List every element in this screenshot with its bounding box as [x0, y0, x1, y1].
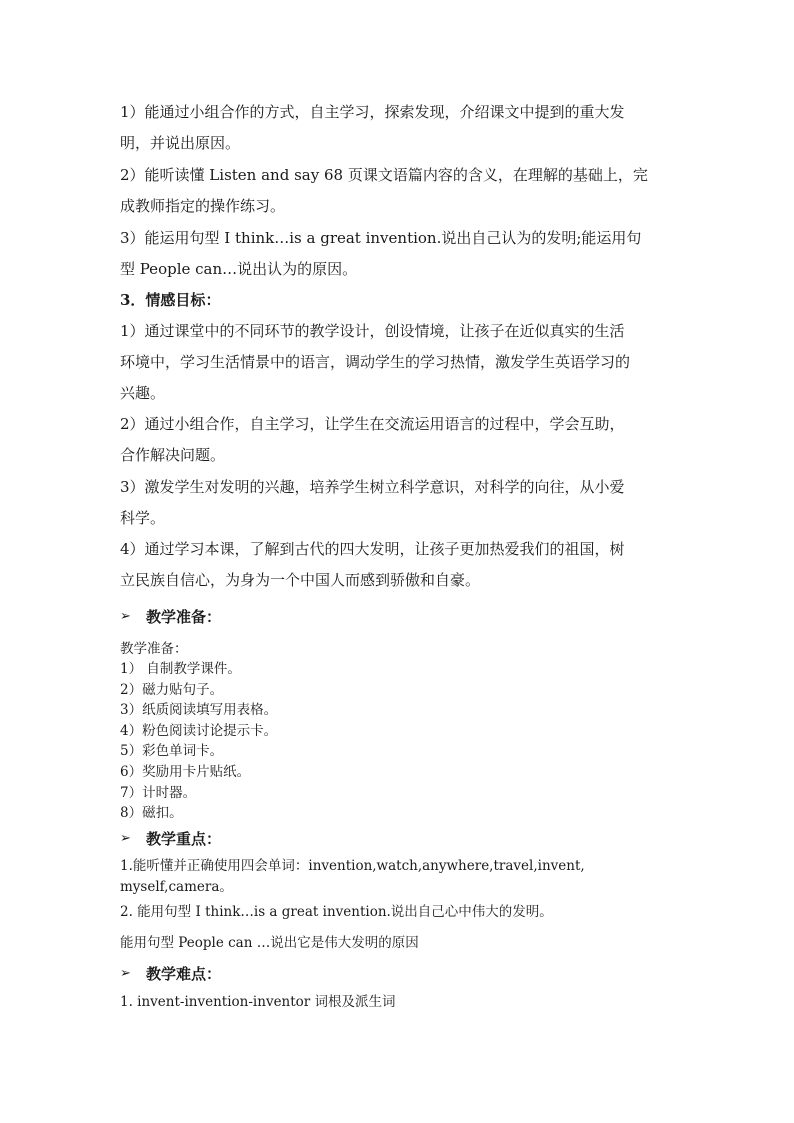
prep-item: 7）计时器。	[120, 785, 197, 801]
goal-line: 科学。	[120, 509, 166, 527]
prep-item: 5）彩色单词卡。	[120, 743, 224, 759]
prep-item: 8）磁扣。	[120, 805, 183, 821]
objective-line: 1）能通过小组合作的方式，自主学习，探索发现，介绍课文中提到的重大发	[120, 103, 625, 121]
key-line: 能用句型 People can …说出它是伟大发明的原因	[120, 935, 419, 951]
key-line: 2. 能用句型 I think…is a great invention.说出自己心中伟大的发明。	[120, 904, 553, 920]
key-line: 1.能听懂并正确使用四会单词：invention,watch,anywhere,travel,invent,	[120, 858, 585, 874]
goal-line: 3）激发学生对发明的兴趣，培养学生树立科学意识，对科学的向往，从小爱	[120, 478, 625, 496]
goal-line: 2）通过小组合作，自主学习，让学生在交流运用语言的过程中，学会互助，	[120, 415, 625, 433]
objective-line: 2）能听读懂 Listen and say 68 页课文语篇内容的含义，在理解的基础上，完	[120, 166, 648, 184]
prep-heading: 教学准备：	[146, 608, 222, 626]
prep-item: 1） 自制教学课件。	[120, 661, 241, 677]
prep-item: 3）纸质阅读填写用表格。	[120, 702, 278, 718]
goal-line: 4）通过学习本课，了解到古代的四大发明，让孩子更加热爱我们的祖国，树	[120, 540, 625, 558]
goal-line: 环境中，学习生活情景中的语言，调动学生的学习热情，激发学生英语学习的	[120, 353, 631, 371]
arrow-bullet-icon: ➢	[120, 609, 131, 624]
difficulty-line: 1. invent-invention-inventor 词根及派生词	[120, 994, 396, 1010]
objective-line: 3）能运用句型 I think…is a great invention.说出自己认为的发明;能运用句	[120, 229, 642, 247]
goal-line: 兴趣。	[120, 384, 166, 402]
prep-intro: 教学准备：	[120, 641, 188, 657]
goal-line: 合作解决问题。	[120, 446, 226, 464]
prep-item: 6）奖励用卡片贴纸。	[120, 764, 251, 780]
goal-line: 立民族自信心，为身为一个中国人而感到骄傲和自豪。	[120, 571, 481, 589]
objective-line: 型 People can…说出认为的原因。	[120, 260, 358, 278]
key-heading: 教学重点：	[146, 830, 222, 848]
arrow-bullet-icon: ➢	[120, 966, 131, 981]
goal-line: 1）通过课堂中的不同环节的教学设计，创设情境，让孩子在近似真实的生活	[120, 322, 625, 340]
prep-item: 4）粉色阅读讨论提示卡。	[120, 723, 278, 739]
section-title: 3．情感目标：	[120, 291, 221, 309]
prep-item: 2）磁力贴句子。	[120, 682, 224, 698]
arrow-bullet-icon: ➢	[120, 831, 131, 846]
difficulty-heading: 教学难点：	[146, 965, 222, 983]
key-line: myself,camera。	[120, 879, 233, 895]
objective-line: 成教师指定的操作练习。	[120, 197, 286, 215]
objective-line: 明，并说出原因。	[120, 134, 241, 152]
